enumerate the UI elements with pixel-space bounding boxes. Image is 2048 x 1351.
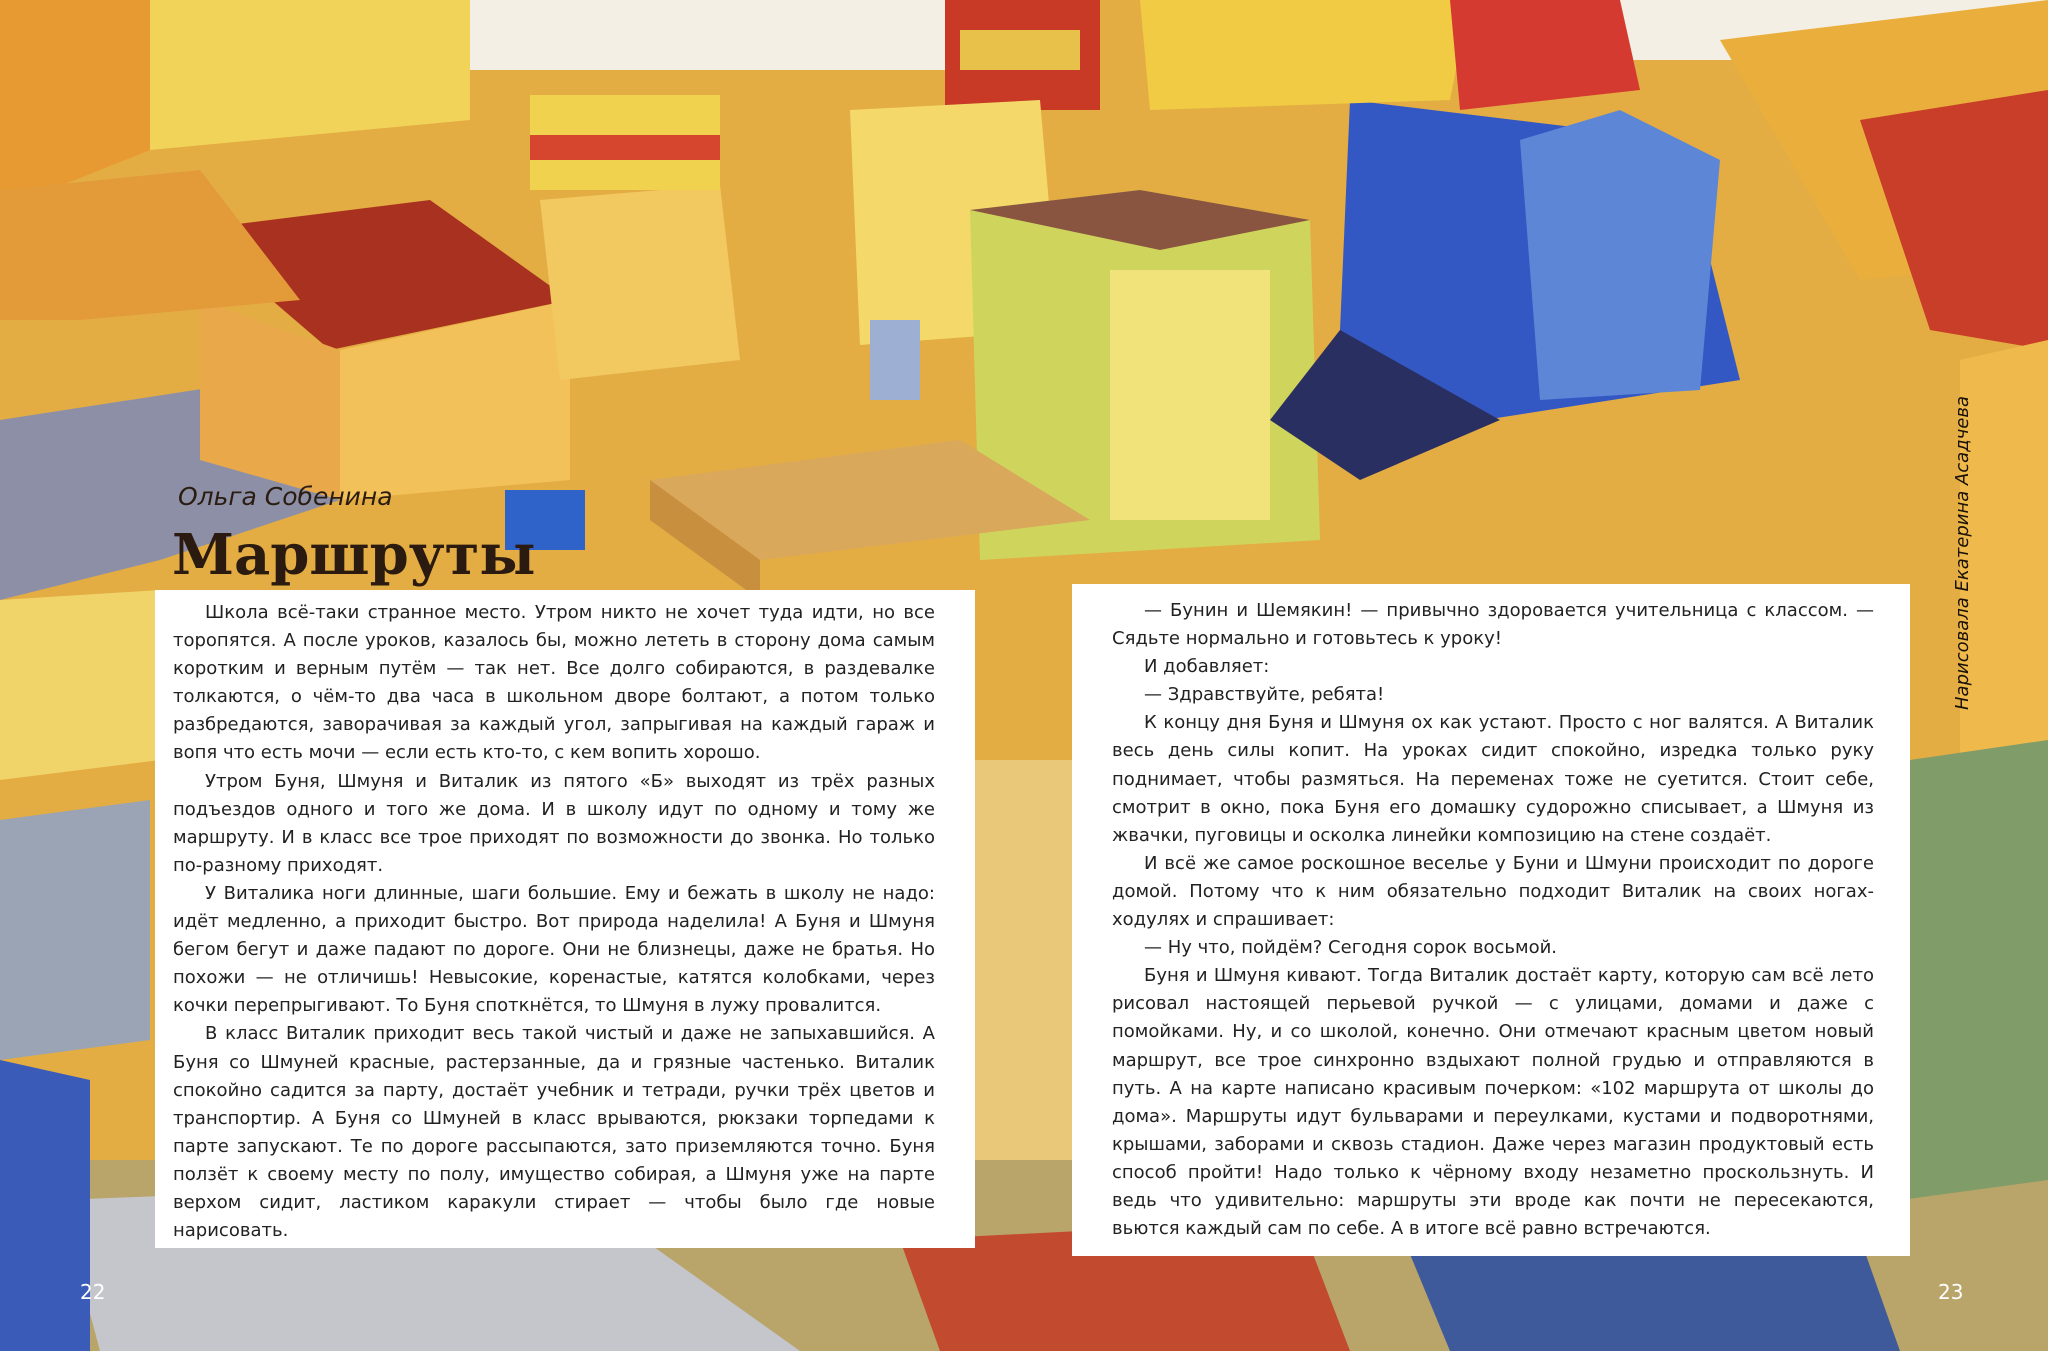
right-column-text: [1112, 597, 1874, 1243]
page-number-right: 23: [1938, 1280, 1964, 1304]
paragraph: Буня и Шмуня кивают. Тогда Виталик достаёт карту, которую сам всё лето рисовал настоящей перьевой ручкой — с улицами, домами и даже с помойками. Ну, и со школой, конечно. Они отмечают красным цветом новый маршрут, все трое синхронно вздыхают полной грудью и отправляются в путь. А на карте написано красивым почерком: «102 маршрута от школы до дома». Маршруты идут бульварами и переулками, кустами и подворотнями, крышами, заборами и сквозь стадион. Даже через магазин продуктовый есть способ пройти! Надо только к чёрному входу незаметно проскользнуть. И ведь что удивительно: маршруты эти вроде как почти не пересекаются, вьются каждый сам по себе. А в итоге всё равно встречаются.: [1112, 965, 1874, 1240]
paragraph: Утром Буня, Шмуня и Виталик из пятого «Б» выходят из трёх разных подъездов одного и того же дома. И в школу идут по одному и тому же маршруту. И в класс все трое приходят по возможности до звонка. Но только по-разному приходят.: [173, 770, 935, 876]
paragraph: — Бунин и Шемякин! — привычно здоровается учительница с классом. — Сядьте нормально и готовьтесь к уроку!: [1112, 600, 1874, 650]
paragraph: В класс Виталик приходит весь такой чистый и даже не запыхавшийся. А Буня со Шмуней красные, растерзанные, да и грязные частенько. Виталик спокойно садится за парту, достаёт учебник и тетради, ручки трёх цветов и транспортир. А Буня со Шмуней в класс врываются, рюкзаки торпедами к парте запускают. Те по дороге рассыпаются, зато приземляются точно. Буня ползёт к своему месту по полу, имущество собирая, а Шмуня уже на парте верхом сидит, ластиком каракули стирает — чтобы было где новые нарисовать.: [173, 1023, 935, 1242]
illustration-credit: Нарисовала Екатерина Асадчева: [1952, 395, 1973, 710]
paragraph: — Ну что, пойдём? Сегодня сорок восьмой.: [1144, 937, 1558, 959]
page-number-left: 22: [80, 1280, 106, 1304]
left-column-text: [173, 599, 935, 1245]
story-title: Маршруты: [172, 522, 536, 588]
paragraph: И всё же самое роскошное веселье у Буни и Шмуни происходит по дороге домой. Потому что к ним обязательно подходит Виталик на своих ногах-ходулях и спрашивает:: [1112, 852, 1874, 931]
author-name: Ольга Собенина: [178, 482, 393, 511]
paragraph: — Здравствуйте, ребята!: [1144, 684, 1385, 706]
paragraph: У Виталика ноги длинные, шаги большие. Ему и бежать в школу не надо: идёт медленно, а приходит быстро. Вот природа наделила! А Буня и Шмуня бегом бегут и даже падают по дороге. Они не близнецы, даже не братья. Но похожи — не отличишь! Невысокие, коренастые, катятся колобками, через кочки перепрыгивают. То Буня споткнётся, то Шмуня в лужу провалится.: [173, 882, 935, 1017]
paragraph: К концу дня Буня и Шмуня ох как устают. Просто с ног валятся. А Виталик весь день силы копит. На уроках сидит спокойно, изредка только руку поднимает, чтобы размяться. На переменах тоже не суетится. Стоит себе, смотрит в окно, пока Буня его домашку судорожно списывает, а Шмуня из жвачки, пуговицы и осколка линейки композицию на стене создаёт.: [1112, 712, 1874, 846]
paragraph: Школа всё-таки странное место. Утром никто не хочет туда идти, но все торопятся. А после уроков, казалось бы, можно лететь в сторону дома самым коротким и верным путём — так нет. Все долго собираются, в раздевалке толкаются, о чём-то два часа в школьном дворе болтают, а потом только разбредаются, заворачивая за каждый угол, запрыгивая на каждый гараж и вопя что есть мочи — если есть кто-то, с кем вопить хорошо.: [173, 602, 935, 764]
paragraph: И добавляет:: [1144, 656, 1270, 678]
